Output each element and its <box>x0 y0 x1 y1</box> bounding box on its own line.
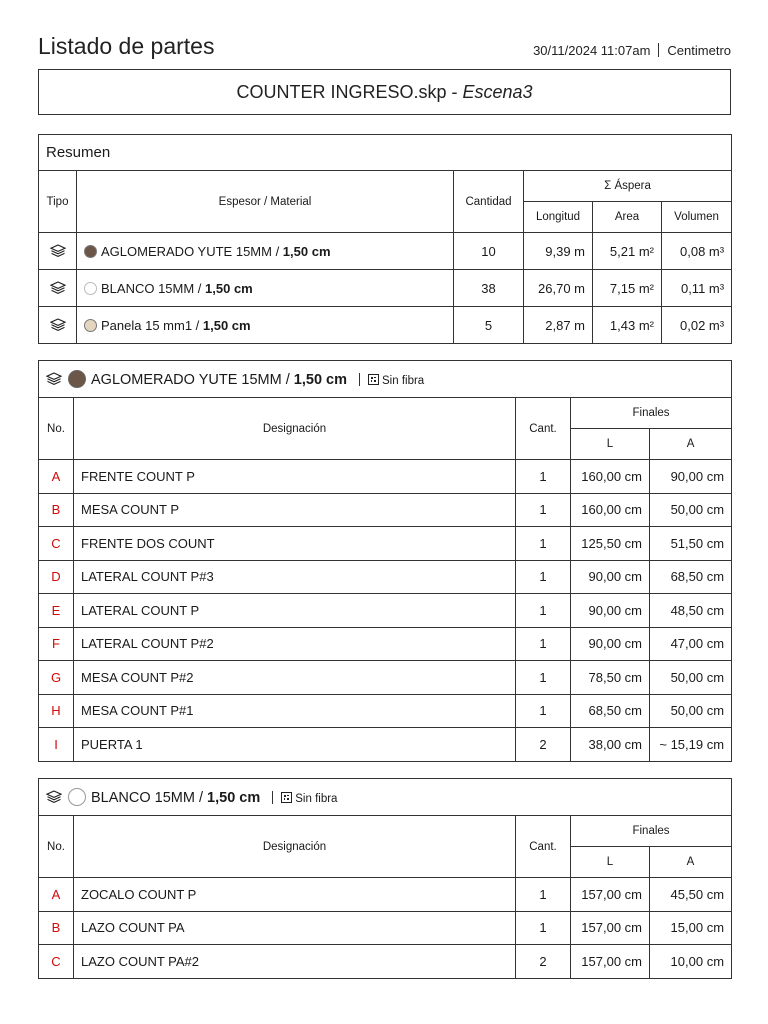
part-letter: B <box>39 911 74 945</box>
material-swatch <box>84 319 97 332</box>
summary-area: 1,43 m² <box>593 307 662 344</box>
part-row <box>39 878 732 912</box>
part-length: 90,00 cm <box>571 594 650 628</box>
part-designation: LAZO COUNT PA <box>74 911 516 945</box>
file-name: COUNTER INGRESO.skp <box>236 81 447 102</box>
part-width: 47,00 cm <box>650 627 732 661</box>
part-qty: 1 <box>516 911 571 945</box>
file-scene-box <box>38 69 731 115</box>
col-longitud: Longitud <box>524 202 593 233</box>
summary-row <box>39 307 732 344</box>
part-designation: LATERAL COUNT P#2 <box>74 627 516 661</box>
summary-title-row <box>39 135 732 171</box>
section-header-row <box>39 398 732 429</box>
page-title: Listado de partes <box>38 33 215 59</box>
part-letter: G <box>39 661 74 695</box>
part-width: 68,50 cm <box>650 560 732 594</box>
part-length: 157,00 cm <box>571 878 650 912</box>
part-length: 90,00 cm <box>571 560 650 594</box>
part-qty: 1 <box>516 694 571 728</box>
grain-icon <box>281 792 292 803</box>
part-width: 50,00 cm <box>650 694 732 728</box>
summary-material: AGLOMERADO YUTE 15MM / <box>101 243 283 259</box>
section-header-row <box>39 816 732 847</box>
part-length: 157,00 cm <box>571 911 650 945</box>
part-qty: 1 <box>516 661 571 695</box>
col-l: L <box>571 847 650 878</box>
part-designation: MESA COUNT P#1 <box>74 694 516 728</box>
part-length: 160,00 cm <box>571 493 650 527</box>
summary-qty: 5 <box>454 307 524 344</box>
col-area: Area <box>593 202 662 233</box>
part-designation: FRENTE COUNT P <box>74 460 516 494</box>
summary-row <box>39 270 732 307</box>
part-row <box>39 661 732 695</box>
part-designation: PUERTA 1 <box>74 728 516 762</box>
summary-length: 9,39 m <box>524 233 593 270</box>
summary-thickness: 1,50 cm <box>282 243 331 259</box>
section-material: AGLOMERADO YUTE 15MM / <box>91 372 294 388</box>
material-section-table <box>38 360 732 762</box>
part-letter: F <box>39 627 74 661</box>
part-letter: A <box>39 878 74 912</box>
col-l: L <box>571 429 650 460</box>
part-row <box>39 460 732 494</box>
summary-table <box>38 134 732 344</box>
part-row <box>39 694 732 728</box>
summary-type-cell <box>39 233 77 270</box>
part-letter: C <box>39 527 74 561</box>
col-designation: Designación <box>74 398 516 460</box>
file-separator: - <box>446 81 463 102</box>
part-row <box>39 527 732 561</box>
section-title-row <box>39 779 732 816</box>
part-width: 50,00 cm <box>650 661 732 695</box>
report-units: Centimetro <box>667 43 731 58</box>
part-designation: LAZO COUNT PA#2 <box>74 945 516 979</box>
col-qty: Cant. <box>516 816 571 878</box>
part-length: 160,00 cm <box>571 460 650 494</box>
layers-icon <box>46 790 62 804</box>
grain-icon <box>368 374 379 385</box>
report-meta <box>533 43 731 58</box>
col-a: A <box>650 429 732 460</box>
part-width: 48,50 cm <box>650 594 732 628</box>
summary-volume: 0,11 m³ <box>662 270 732 307</box>
col-no: No. <box>39 816 74 878</box>
summary-material: Panela 15 mm1 / <box>101 317 203 333</box>
material-swatch <box>68 788 86 806</box>
summary-qty: 38 <box>454 270 524 307</box>
part-length: 125,50 cm <box>571 527 650 561</box>
report-header <box>38 33 731 63</box>
part-designation: MESA COUNT P <box>74 493 516 527</box>
grain-label: Sin fibra <box>382 375 425 387</box>
material-swatch <box>84 282 97 295</box>
layers-icon <box>50 244 66 258</box>
part-qty: 1 <box>516 627 571 661</box>
material-swatch <box>84 245 97 258</box>
part-width: 10,00 cm <box>650 945 732 979</box>
part-qty: 2 <box>516 945 571 979</box>
section-thickness: 1,50 cm <box>207 790 261 806</box>
section-title <box>39 361 732 398</box>
col-material: Espesor / Material <box>77 171 454 233</box>
scene-name: Escena3 <box>462 81 533 102</box>
part-letter: C <box>39 945 74 979</box>
part-qty: 1 <box>516 527 571 561</box>
part-qty: 1 <box>516 560 571 594</box>
part-length: 78,50 cm <box>571 661 650 695</box>
section-title-row <box>39 361 732 398</box>
summary-thickness: 1,50 cm <box>202 317 251 333</box>
part-letter: E <box>39 594 74 628</box>
grain-label: Sin fibra <box>295 793 338 805</box>
part-letter: A <box>39 460 74 494</box>
part-row <box>39 627 732 661</box>
col-group-finales: Finales <box>571 398 732 429</box>
part-width: 90,00 cm <box>650 460 732 494</box>
summary-length: 26,70 m <box>524 270 593 307</box>
part-row <box>39 594 732 628</box>
part-length: 90,00 cm <box>571 627 650 661</box>
layers-icon <box>46 372 62 386</box>
layers-icon <box>50 318 66 332</box>
summary-volume: 0,02 m³ <box>662 307 732 344</box>
part-letter: H <box>39 694 74 728</box>
col-tipo: Tipo <box>39 171 77 233</box>
part-length: 68,50 cm <box>571 694 650 728</box>
part-qty: 2 <box>516 728 571 762</box>
summary-qty: 10 <box>454 233 524 270</box>
part-designation: LATERAL COUNT P <box>74 594 516 628</box>
col-group-aspera: Σ Áspera <box>524 171 732 202</box>
part-designation: FRENTE DOS COUNT <box>74 527 516 561</box>
summary-title: Resumen <box>39 135 732 171</box>
summary-row <box>39 233 732 270</box>
summary-area: 5,21 m² <box>593 233 662 270</box>
summary-type-cell <box>39 307 77 344</box>
material-section-table <box>38 778 732 979</box>
col-cantidad: Cantidad <box>454 171 524 233</box>
part-length: 38,00 cm <box>571 728 650 762</box>
summary-area: 7,15 m² <box>593 270 662 307</box>
part-letter: B <box>39 493 74 527</box>
summary-material-cell <box>77 233 454 270</box>
part-qty: 1 <box>516 460 571 494</box>
section-title <box>39 779 732 816</box>
section-material: BLANCO 15MM / <box>91 790 208 806</box>
col-group-finales: Finales <box>571 816 732 847</box>
summary-material-cell <box>77 307 454 344</box>
col-designation: Designación <box>74 816 516 878</box>
summary-volume: 0,08 m³ <box>662 233 732 270</box>
part-row <box>39 728 732 762</box>
part-qty: 1 <box>516 878 571 912</box>
part-letter: I <box>39 728 74 762</box>
part-width: 50,00 cm <box>650 493 732 527</box>
layers-icon <box>50 281 66 295</box>
part-row <box>39 493 732 527</box>
summary-header-row <box>39 171 732 202</box>
part-row <box>39 560 732 594</box>
part-width: ~ 15,19 cm <box>650 728 732 762</box>
part-row <box>39 911 732 945</box>
part-width: 45,50 cm <box>650 878 732 912</box>
summary-thickness: 1,50 cm <box>205 280 253 296</box>
summary-material: BLANCO 15MM / <box>101 280 206 296</box>
part-designation: LATERAL COUNT P#3 <box>74 560 516 594</box>
part-qty: 1 <box>516 493 571 527</box>
summary-material-cell <box>77 270 454 307</box>
col-volumen: Volumen <box>662 202 732 233</box>
part-designation: ZOCALO COUNT P <box>74 878 516 912</box>
part-length: 157,00 cm <box>571 945 650 979</box>
section-thickness: 1,50 cm <box>293 372 347 388</box>
part-row <box>39 945 732 979</box>
part-qty: 1 <box>516 594 571 628</box>
summary-length: 2,87 m <box>524 307 593 344</box>
report-datetime: 30/11/2024 11:07am <box>533 43 651 58</box>
part-letter: D <box>39 560 74 594</box>
part-width: 15,00 cm <box>650 911 732 945</box>
part-width: 51,50 cm <box>650 527 732 561</box>
meta-separator <box>658 43 659 57</box>
part-designation: MESA COUNT P#2 <box>74 661 516 695</box>
col-a: A <box>650 847 732 878</box>
col-qty: Cant. <box>516 398 571 460</box>
summary-type-cell <box>39 270 77 307</box>
material-swatch <box>68 370 86 388</box>
col-no: No. <box>39 398 74 460</box>
